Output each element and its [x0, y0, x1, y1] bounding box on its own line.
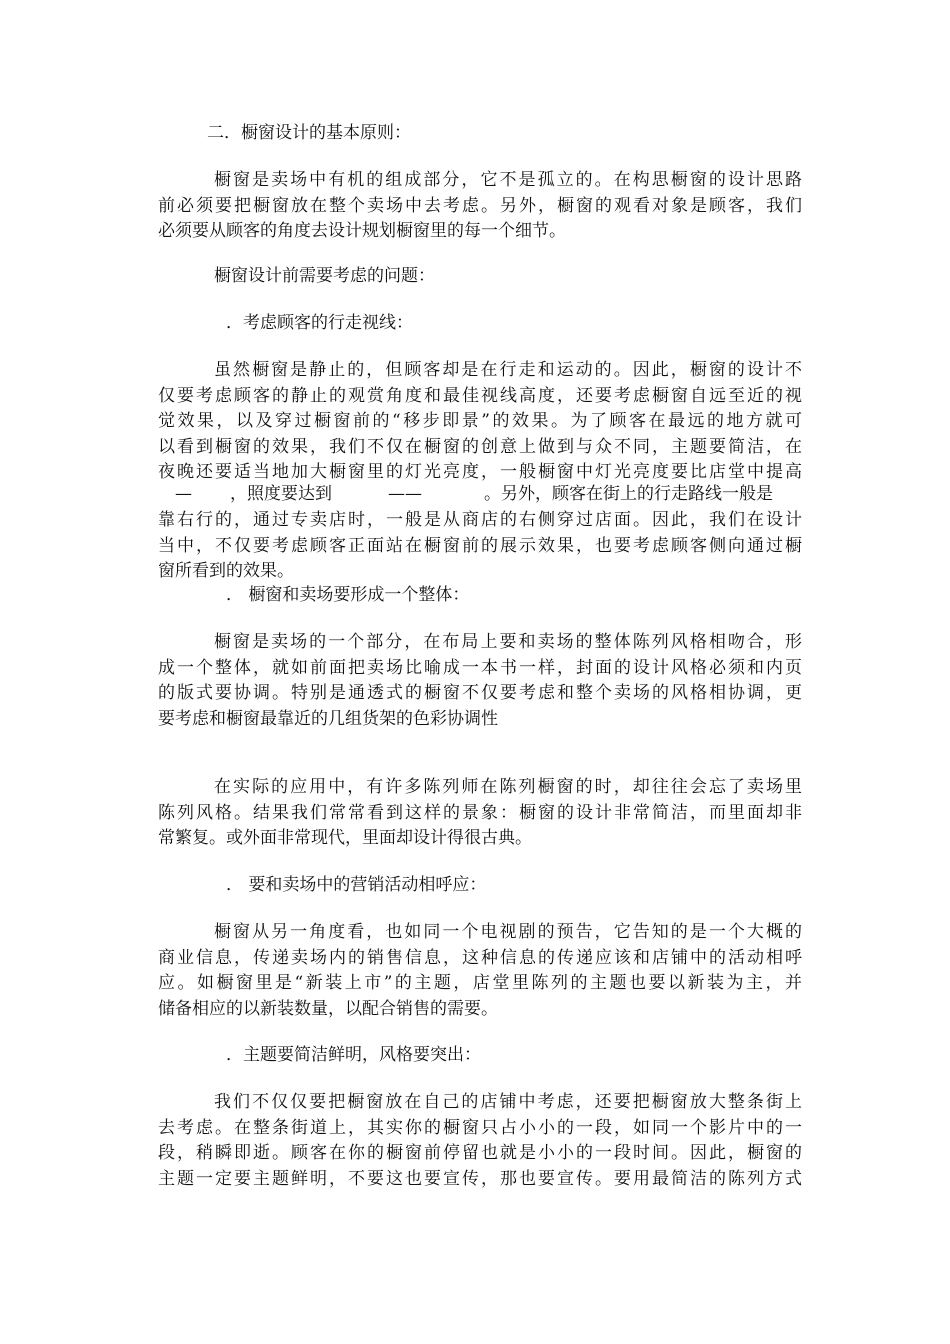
- text-line: 我们不仅仅要把橱窗放在自己的店铺中考虑，还要把橱窗放大整条街上: [214, 1092, 802, 1112]
- paragraph-6: [158, 1090, 802, 1192]
- gap-text-2: 。另外，顾客在街上的行走路线一般是: [484, 484, 773, 504]
- paragraph-4: [158, 775, 802, 852]
- text-line: 当中，不仅要考虑顾客正面站在橱窗前的展示效果，也要考虑顾客侧向通过橱: [158, 535, 802, 556]
- text-line: 陈列风格。结果我们常常看到这样的景象：橱窗的设计非常简洁，而里面却非: [158, 802, 802, 823]
- heading-marketing-activities: ． 要和卖场中的营销活动相呼应：: [226, 875, 487, 895]
- paragraph-5: [158, 920, 802, 1022]
- text-line: 主题一定要主题鲜明，不要这也要宣传，那也要宣传。要用最简洁的陈列方式: [158, 1168, 802, 1189]
- paragraph-1: [158, 168, 802, 245]
- text-line: 商业信息，传递卖场内的销售信息，这种信息的传递应该和店铺中的活动相呼: [158, 947, 802, 968]
- text-line: 储备相应的以新装数量，以配合销售的需要。: [158, 998, 498, 1019]
- text-line: 仅要考虑顾客的静止的观赏角度和最佳视线高度，还要考虑橱窗自远至近的视: [158, 385, 802, 406]
- text-line: 橱窗是卖场的一个部分，在布局上要和卖场的整体陈列风格相吻合，形: [214, 632, 802, 652]
- text-line: 必须要从顾客的角度去设计规划橱窗里的每一个细节。: [158, 221, 566, 242]
- text-line: 段，稍瞬即逝。顾客在你的橱窗前停留也就是小小的一段时间。因此，橱窗的: [158, 1143, 802, 1164]
- section-title: 二．橱窗设计的基本原则：: [207, 123, 411, 143]
- paragraph-2-rest: [158, 508, 802, 585]
- text-line: 觉效果，以及穿过橱窗前的“移步即景”的效果。为了顾客在最远的地方就可: [158, 411, 802, 432]
- text-line: 要考虑和橱窗最靠近的几组货架的色彩协调性: [158, 708, 498, 729]
- heading-walking-sightline: ．考虑顾客的行走视线：: [226, 313, 413, 333]
- text-line: 以看到橱窗的效果，我们不仅在橱窗的创意上做到与众不同，主题要简洁，在: [158, 436, 802, 457]
- text-line: 橱窗从另一角度看，也如同一个电视剧的预告，它告知的是一个大概的: [214, 922, 802, 942]
- text-line: 窗所看到的效果。: [158, 561, 294, 582]
- text-line: 靠右行的，通过专卖店时，一般是从商店的右侧穿过店面。因此，我们在设计: [158, 510, 802, 530]
- text-line: 橱窗是卖场中有机的组成部分，它不是孤立的。在构思橱窗的设计思路: [214, 170, 802, 190]
- text-line: 夜晚还要适当地加大橱窗里的灯光亮度，一般橱窗中灯光亮度要比店堂中提高: [158, 462, 802, 483]
- paragraph-2: [158, 358, 802, 486]
- gap-text-1: ，照度要达到: [230, 484, 332, 504]
- heading-theme-style: ．主题要简洁鲜明，风格要突出：: [226, 1045, 481, 1065]
- text-line: 的版式要协调。特别是通透式的橱窗不仅要考虑和整个卖场的风格相协调，更: [158, 683, 802, 704]
- text-line: 前必须要把橱窗放在整个卖场中去考虑。另外，橱窗的观看对象是顾客，我们: [158, 195, 802, 216]
- text-line: 应。如橱窗里是“新装上市”的主题，店堂里陈列的主题也要以新装为主，并: [158, 973, 802, 994]
- text-line: 常繁复。或外面非常现代，里面却设计得很古典。: [158, 828, 532, 849]
- text-line: 虽然橱窗是静止的，但顾客却是在行走和运动的。因此，橱窗的设计不: [214, 360, 802, 380]
- text-line: 在实际的应用中，有许多陈列师在陈列橱窗的时，却往往会忘了卖场里: [214, 777, 802, 797]
- blank-dash-2: ——: [388, 484, 422, 504]
- paragraph-3: [158, 630, 802, 732]
- text-line: 去考虑。在整条街道上，其实你的橱窗只占小小的一段，如同一个影片中的一: [158, 1117, 802, 1138]
- text-line: 成一个整体，就如前面把卖场比喻成一本书一样，封面的设计风格必须和内页: [158, 657, 802, 678]
- heading-window-store-whole: ． 橱窗和卖场要形成一个整体：: [226, 585, 470, 605]
- blank-dash-1: —: [175, 484, 192, 504]
- issues-heading: 橱窗设计前需要考虑的问题：: [214, 266, 435, 286]
